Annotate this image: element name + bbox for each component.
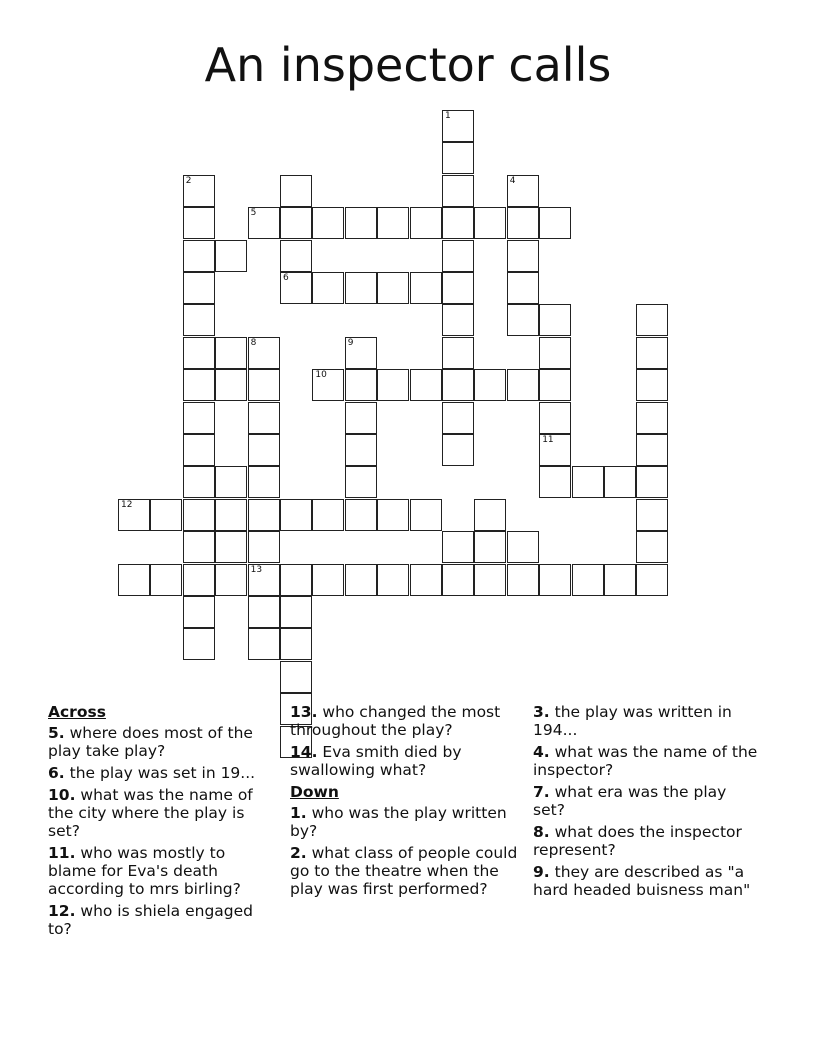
grid-cell[interactable]	[604, 466, 636, 498]
grid-cell[interactable]	[636, 499, 668, 531]
grid-cell[interactable]	[345, 207, 377, 239]
grid-cell[interactable]	[345, 434, 377, 466]
grid-cell[interactable]	[410, 369, 442, 401]
clue-across-13: 13. who changed the most throughout the play?	[290, 703, 501, 739]
grid-cell[interactable]	[183, 175, 215, 207]
grid-cell[interactable]	[442, 402, 474, 434]
grid-cell[interactable]	[248, 564, 280, 596]
grid-cell[interactable]	[474, 499, 506, 531]
grid-cell[interactable]	[280, 207, 312, 239]
grid-cell[interactable]	[183, 337, 215, 369]
grid-cell[interactable]	[312, 272, 344, 304]
clue-number: 1	[445, 111, 451, 121]
clue-across-14: 14. Eva smith died by swallowing what?	[290, 743, 462, 779]
clue-down-1: 1. who was the play written by?	[290, 804, 507, 840]
grid-cell[interactable]	[280, 661, 312, 693]
grid-cell[interactable]	[474, 369, 506, 401]
grid-cell[interactable]	[442, 564, 474, 596]
clue-across-5: 5. where does most of the play take play?	[48, 724, 253, 760]
grid-cell[interactable]	[280, 564, 312, 596]
clue-number: 9	[347, 337, 354, 348]
grid-cell[interactable]	[507, 175, 539, 207]
grid-cell[interactable]	[215, 337, 247, 369]
grid-cell[interactable]	[248, 402, 280, 434]
grid-cell[interactable]	[636, 531, 668, 563]
page-title: An inspector calls	[204, 38, 612, 92]
grid-cell[interactable]	[312, 564, 344, 596]
grid-cell[interactable]	[150, 499, 182, 531]
grid-cell[interactable]	[183, 434, 215, 466]
grid-cell[interactable]	[280, 175, 312, 207]
grid-cell[interactable]	[280, 240, 312, 272]
grid-cell[interactable]	[636, 304, 668, 336]
grid-cell[interactable]	[377, 207, 409, 239]
grid-cell[interactable]	[183, 564, 215, 596]
grid-cell[interactable]	[572, 564, 604, 596]
grid-cell[interactable]	[442, 142, 474, 174]
clue-number: 10	[315, 370, 327, 381]
grid-cell[interactable]	[183, 207, 215, 239]
grid-cell[interactable]	[442, 369, 474, 401]
grid-cell[interactable]	[636, 402, 668, 434]
grid-cell[interactable]	[183, 272, 215, 304]
grid-cell[interactable]	[215, 369, 247, 401]
grid-cell[interactable]	[280, 499, 312, 531]
grid-cell[interactable]	[442, 337, 474, 369]
grid-cell[interactable]	[345, 337, 377, 369]
grid-cell[interactable]	[507, 369, 539, 401]
grid-cell[interactable]	[636, 337, 668, 369]
clue-down-3: 3. the play was written in 194...	[533, 703, 732, 739]
clue-number: 12	[121, 499, 133, 510]
grid-cell[interactable]	[312, 499, 344, 531]
across-heading: Across	[48, 703, 106, 721]
grid-cell[interactable]	[248, 434, 280, 466]
grid-cell[interactable]	[442, 304, 474, 336]
clue-number: 4	[509, 175, 516, 186]
grid-cell[interactable]	[150, 564, 182, 596]
grid-cell[interactable]	[410, 499, 442, 531]
grid-cell[interactable]	[183, 499, 215, 531]
grid-cell[interactable]	[507, 531, 539, 563]
grid-cell[interactable]	[248, 337, 280, 369]
grid-cell[interactable]	[215, 564, 247, 596]
grid-cell[interactable]	[442, 175, 474, 207]
grid-cell[interactable]	[442, 207, 474, 239]
clue-down-9: 9. they are described as "a hard headed buisness man"	[533, 863, 751, 899]
grid-cell[interactable]	[539, 564, 571, 596]
down-heading: Down	[290, 783, 339, 801]
grid-cell[interactable]	[572, 466, 604, 498]
grid-cell[interactable]	[539, 207, 571, 239]
grid-cell[interactable]	[474, 564, 506, 596]
grid-cell[interactable]	[345, 402, 377, 434]
clue-down-4: 4. what was the name of the inspector?	[533, 743, 758, 779]
clue-across-11: 11. who was mostly to blame for Eva's death according to mrs birling?	[48, 844, 241, 898]
grid-cell[interactable]	[183, 402, 215, 434]
grid-cell[interactable]	[442, 110, 474, 142]
grid-cell[interactable]	[410, 207, 442, 239]
grid-cell[interactable]	[539, 466, 571, 498]
grid-cell[interactable]	[377, 499, 409, 531]
grid-cell[interactable]	[442, 531, 474, 563]
grid-cell[interactable]	[118, 499, 150, 531]
grid-cell[interactable]	[539, 402, 571, 434]
grid-cell[interactable]	[474, 207, 506, 239]
grid-cell[interactable]	[507, 304, 539, 336]
grid-cell[interactable]	[183, 596, 215, 628]
grid-cell[interactable]	[442, 240, 474, 272]
grid-cell[interactable]	[507, 272, 539, 304]
clue-across-10: 10. what was the name of the city where the play is set?	[48, 786, 253, 840]
grid-cell[interactable]	[636, 466, 668, 498]
grid-cell[interactable]	[248, 531, 280, 563]
grid-cell[interactable]	[248, 207, 280, 239]
grid-cell[interactable]	[183, 304, 215, 336]
grid-cell[interactable]	[248, 499, 280, 531]
grid-cell[interactable]	[312, 369, 344, 401]
grid-cell[interactable]	[312, 207, 344, 239]
grid-cell[interactable]	[345, 272, 377, 304]
grid-cell[interactable]	[604, 564, 636, 596]
grid-cell[interactable]	[539, 434, 571, 466]
clues-column-1	[48, 703, 276, 942]
clue-number: 5	[250, 208, 257, 219]
clue-number: 8	[250, 337, 257, 348]
grid-cell[interactable]	[183, 628, 215, 660]
grid-cell[interactable]	[183, 369, 215, 401]
grid-cell[interactable]	[248, 369, 280, 401]
grid-cell[interactable]	[539, 369, 571, 401]
clues-column-2	[290, 703, 518, 902]
clue-number: 11	[542, 435, 554, 445]
grid-cell[interactable]	[636, 369, 668, 401]
grid-cell[interactable]	[442, 272, 474, 304]
grid-cell[interactable]	[507, 240, 539, 272]
grid-cell[interactable]	[248, 596, 280, 628]
grid-cell[interactable]	[377, 272, 409, 304]
grid-cell[interactable]	[507, 564, 539, 596]
grid-cell[interactable]	[118, 564, 150, 596]
grid-cell[interactable]	[280, 596, 312, 628]
grid-cell[interactable]	[345, 369, 377, 401]
grid-cell[interactable]	[377, 564, 409, 596]
grid-cell[interactable]	[410, 272, 442, 304]
clue-across-12: 12. who is shiela engaged to?	[48, 902, 253, 938]
clue-number: 6	[283, 273, 289, 283]
clue-number: 2	[185, 175, 192, 186]
grid-cell[interactable]	[507, 207, 539, 239]
grid-cell[interactable]	[539, 304, 571, 336]
grid-cell[interactable]	[215, 531, 247, 563]
grid-cell[interactable]	[183, 466, 215, 498]
clue-number: 13	[250, 564, 263, 575]
grid-cell[interactable]	[636, 564, 668, 596]
clues-column-3	[533, 703, 761, 903]
clue-down-8: 8. what does the inspector represent?	[533, 823, 742, 859]
grid-cell[interactable]	[183, 240, 215, 272]
grid-cell[interactable]	[280, 628, 312, 660]
grid-cell[interactable]	[345, 466, 377, 498]
clue-down-7: 7. what era was the play set?	[533, 783, 727, 819]
grid-cell[interactable]	[280, 272, 312, 304]
grid-cell[interactable]	[636, 434, 668, 466]
grid-cell[interactable]	[215, 499, 247, 531]
grid-cell[interactable]	[377, 369, 409, 401]
grid-cell[interactable]	[442, 434, 474, 466]
grid-cell[interactable]	[474, 531, 506, 563]
grid-cell[interactable]	[215, 240, 247, 272]
grid-cell[interactable]	[248, 628, 280, 660]
grid-cell[interactable]	[345, 564, 377, 596]
grid-cell[interactable]	[345, 499, 377, 531]
grid-cell[interactable]	[248, 466, 280, 498]
grid-cell[interactable]	[215, 466, 247, 498]
clue-down-2: 2. what class of people could go to the theatre when the play was first performed?	[290, 844, 518, 898]
grid-cell[interactable]	[183, 531, 215, 563]
grid-cell[interactable]	[410, 564, 442, 596]
clue-across-6: 6. the play was set in 19...	[48, 764, 256, 782]
grid-cell[interactable]	[539, 337, 571, 369]
